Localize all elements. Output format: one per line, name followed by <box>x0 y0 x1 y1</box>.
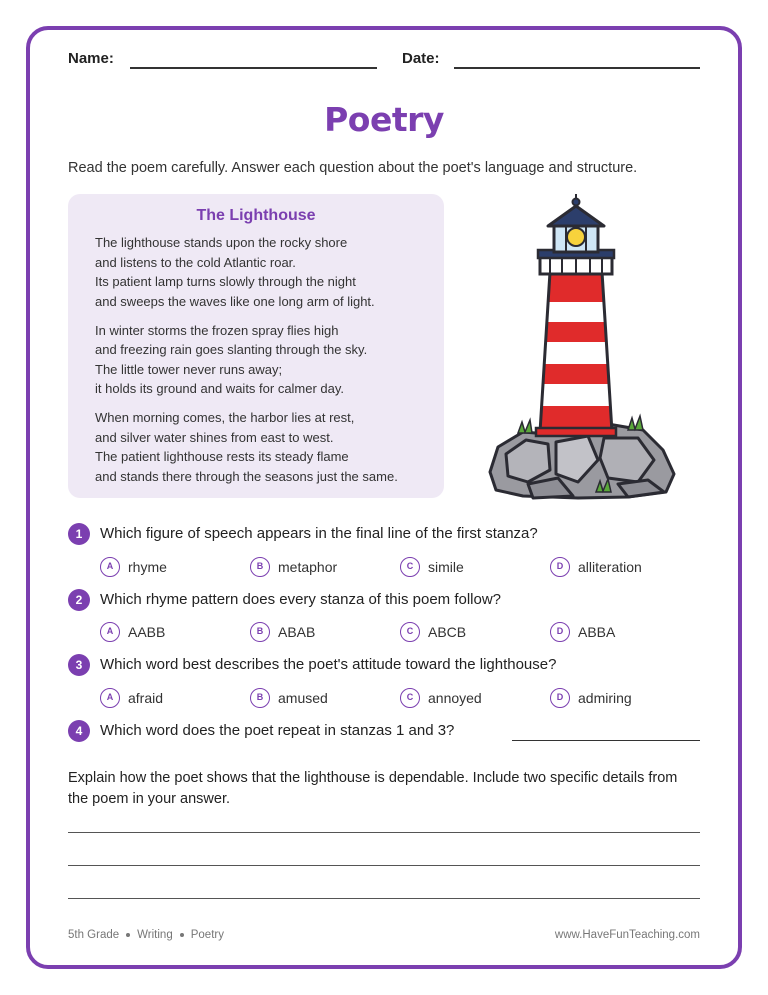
poem-line: and sweeps the waves like one long arm of light. <box>95 294 375 309</box>
option-label: ABCB <box>428 624 467 640</box>
option-label: AABB <box>128 624 166 640</box>
question-text: Which rhyme pattern does every stanza of this poem follow? <box>100 591 502 608</box>
poem-title: The Lighthouse <box>196 207 316 224</box>
poem-line: and silver water shines from east to west. <box>95 430 334 445</box>
option-label: rhyme <box>128 559 167 575</box>
writing-line[interactable] <box>68 898 700 899</box>
poem-line: The lighthouse stands upon the rocky shore <box>95 235 348 250</box>
option-label: amused <box>278 690 328 706</box>
poem-line: and freezing rain goes slanting through the sky. <box>95 342 368 357</box>
name-label: Name: <box>68 50 114 67</box>
option-c-radio[interactable]: C <box>400 622 420 642</box>
question-text: Which word does the poet repeat in stanzas 1 and 3? <box>100 722 455 739</box>
separator-dot <box>180 933 184 937</box>
name-date-row <box>68 50 700 70</box>
separator-dot <box>126 933 130 937</box>
page-title: Poetry <box>324 100 444 139</box>
option-b-radio[interactable]: B <box>250 622 270 642</box>
lighthouse-illustration <box>478 192 678 502</box>
writing-line[interactable] <box>68 865 700 866</box>
question-number: 3 <box>68 654 90 676</box>
option-label: annoyed <box>428 690 482 706</box>
option-d-radio[interactable]: D <box>550 688 570 708</box>
option-label: admiring <box>578 690 632 706</box>
option-label: simile <box>428 559 464 575</box>
date-label: Date: <box>402 50 440 67</box>
footer-subject: Writing <box>137 929 173 941</box>
footer-grade: 5th Grade <box>68 929 120 941</box>
option-label: alliteration <box>578 559 642 575</box>
option-a-radio[interactable]: A <box>100 688 120 708</box>
poem-line: The patient lighthouse rests its steady flame <box>95 449 349 464</box>
question-number: 2 <box>68 589 90 611</box>
poem-line: Its patient lamp turns slowly through the night <box>95 274 356 289</box>
footer-breadcrumb <box>68 929 224 941</box>
poem-line: When morning comes, the harbor lies at rest, <box>95 410 355 425</box>
option-label: afraid <box>128 690 164 706</box>
question-text: Which figure of speech appears in the final line of the first stanza? <box>100 525 538 542</box>
footer-topic: Poetry <box>190 929 224 941</box>
poem-line: and stands there through the seasons just the same. <box>95 469 398 484</box>
option-label: ABBA <box>578 624 616 640</box>
footer-site: www.HaveFunTeaching.com <box>554 929 700 941</box>
option-d-radio[interactable]: D <box>550 622 570 642</box>
option-c-radio[interactable]: C <box>400 557 420 577</box>
option-b-radio[interactable]: B <box>250 688 270 708</box>
option-label: metaphor <box>278 559 338 575</box>
poem-line: In winter storms the frozen spray flies high <box>95 323 339 338</box>
option-a-radio[interactable]: A <box>100 622 120 642</box>
instructions: Read the poem carefully. Answer each question about the poet's language and structure. <box>68 160 638 176</box>
option-label: ABAB <box>278 624 316 640</box>
option-d-radio[interactable]: D <box>550 557 570 577</box>
option-a-radio[interactable]: A <box>100 557 120 577</box>
option-b-radio[interactable]: B <box>250 557 270 577</box>
name-field[interactable] <box>130 67 377 69</box>
poem-line: The little tower never runs away; <box>95 362 283 377</box>
question-number: 1 <box>68 523 90 545</box>
poem-line: it holds its ground and waits for calmer day. <box>95 381 345 396</box>
option-c-radio[interactable]: C <box>400 688 420 708</box>
poem-box <box>68 194 444 498</box>
written-response-prompt: Explain how the poet shows that the lighthouse is dependable. Include two specific details from the poem in your answer. <box>68 770 678 807</box>
answer-field[interactable] <box>512 740 700 741</box>
writing-line[interactable] <box>68 832 700 833</box>
question-number: 4 <box>68 720 90 742</box>
poem-line: and listens to the cold Atlantic roar. <box>95 255 296 270</box>
question-text: Which word best describes the poet's attitude toward the lighthouse? <box>100 656 557 673</box>
date-field[interactable] <box>454 67 700 69</box>
